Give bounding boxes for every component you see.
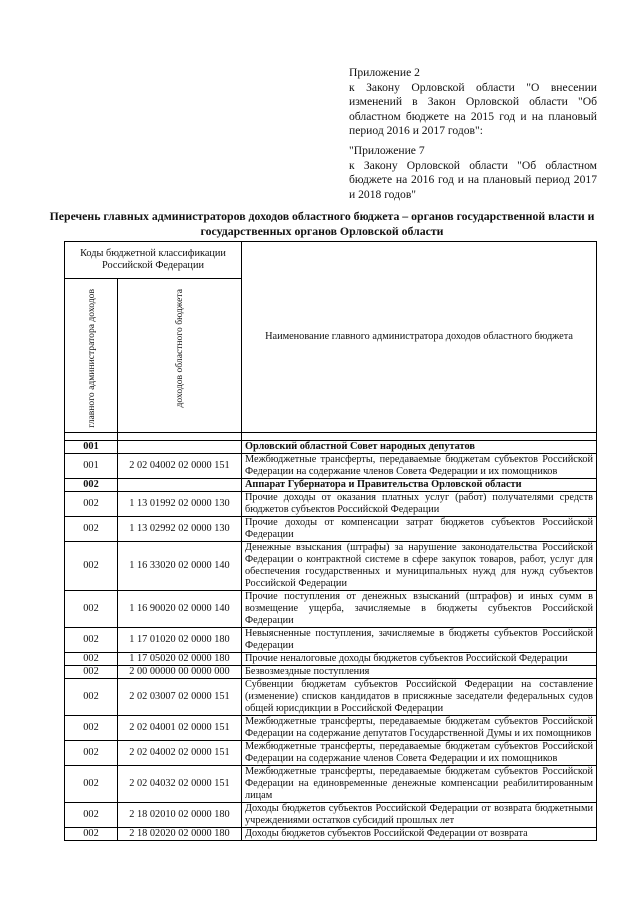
revenue-code-cell: 1 16 90020 02 0000 140 bbox=[118, 590, 242, 627]
appendix-2-text: к Закону Орловской области "О внесении изменений в Закон Орловской области "Об областном бюджете на 2015 год и на плановый период 2016 и 2017 годов": bbox=[349, 80, 597, 138]
admin-code-cell: 002 bbox=[65, 715, 118, 740]
table-row bbox=[65, 715, 597, 740]
table-row bbox=[65, 627, 597, 652]
table-header-row-1 bbox=[65, 242, 597, 279]
administrator-name-cell: Доходы бюджетов субъектов Российской Федерации от возврата бюджетными учреждениями остатков субсидий прошлых лет bbox=[242, 802, 597, 827]
administrator-name-cell: Прочие поступления от денежных взысканий (штрафов) и иных сумм в возмещение ущерба, зачисляемые в бюджеты субъектов Российской Федерации bbox=[242, 590, 597, 627]
admin-code-cell: 002 bbox=[65, 652, 118, 665]
appendix-7-text: к Закону Орловской области "Об областном бюджете на 2016 год и на плановый период 2017 и 2018 годов" bbox=[349, 158, 597, 201]
revenue-code-cell: 2 18 02020 02 0000 180 bbox=[118, 827, 242, 840]
table-spacer-row bbox=[65, 432, 597, 440]
appendix-7-title: "Приложение 7 bbox=[349, 144, 425, 157]
admin-code-cell: 002 bbox=[65, 765, 118, 802]
administrator-name-cell: Аппарат Губернатора и Правительства Орловской области bbox=[242, 478, 597, 491]
admin-code-cell: 002 bbox=[65, 516, 118, 541]
admin-code-cell: 002 bbox=[65, 627, 118, 652]
administrator-name-cell: Орловский областной Совет народных депутатов bbox=[242, 440, 597, 453]
administrator-name-cell: Межбюджетные трансферты, передаваемые бюджетам субъектов Российской Федерации на содержание депутатов Государственной Думы и их помощников bbox=[242, 715, 597, 740]
table-row bbox=[65, 765, 597, 802]
administrator-name-cell: Безвозмездные поступления bbox=[242, 665, 597, 678]
admin-code-cell: 002 bbox=[65, 590, 118, 627]
revenue-code-cell: 2 02 04001 02 0000 151 bbox=[118, 715, 242, 740]
table-row bbox=[65, 478, 597, 491]
table-row bbox=[65, 678, 597, 715]
admin-code-cell: 002 bbox=[65, 827, 118, 840]
revenue-code-cell: 1 16 33020 02 0000 140 bbox=[118, 541, 242, 590]
table-row bbox=[65, 652, 597, 665]
administrator-name-cell: Невыясненные поступления, зачисляемые в бюджеты субъектов Российской Федерации bbox=[242, 627, 597, 652]
revenue-code-cell: 2 02 04002 02 0000 151 bbox=[118, 453, 242, 478]
revenue-code-cell: 1 17 01020 02 0000 180 bbox=[118, 627, 242, 652]
revenue-code-cell: 2 02 04002 02 0000 151 bbox=[118, 740, 242, 765]
table-row bbox=[65, 827, 597, 840]
revenue-code-cell: 2 18 02010 02 0000 180 bbox=[118, 802, 242, 827]
appendix-2-title: Приложение 2 bbox=[349, 66, 420, 79]
admin-code-cell: 002 bbox=[65, 740, 118, 765]
admin-code-cell: 002 bbox=[65, 802, 118, 827]
revenue-code-cell bbox=[118, 478, 242, 491]
header-administrator-name: Наименование главного администратора доходов областного бюджета bbox=[242, 242, 597, 433]
table-row bbox=[65, 516, 597, 541]
revenue-code-cell: 2 02 04032 02 0000 151 bbox=[118, 765, 242, 802]
admin-code-cell: 002 bbox=[65, 478, 118, 491]
administrator-name-cell: Межбюджетные трансферты, передаваемые бюджетам субъектов Российской Федерации на единовременные денежные компенсации реабилитированным лицам bbox=[242, 765, 597, 802]
table-row bbox=[65, 453, 597, 478]
appendix-7-note bbox=[349, 144, 597, 202]
admin-code-cell: 002 bbox=[65, 541, 118, 590]
appendix-2-note bbox=[349, 66, 597, 139]
administrator-name-cell: Доходы бюджетов субъектов Российской Федерации от возврата bbox=[242, 827, 597, 840]
table-body bbox=[65, 440, 597, 840]
revenue-code-cell: 1 13 02992 02 0000 130 bbox=[118, 516, 242, 541]
table-row bbox=[65, 440, 597, 453]
admin-code-cell: 002 bbox=[65, 665, 118, 678]
administrator-name-cell: Субвенции бюджетам субъектов Российской Федерации на составление (изменение) списков кандидатов в присяжные заседатели федеральных судов общей юрисдикции в Российской Федерации bbox=[242, 678, 597, 715]
table-row bbox=[65, 665, 597, 678]
table-row bbox=[65, 802, 597, 827]
administrators-table bbox=[64, 241, 597, 841]
table-row bbox=[65, 590, 597, 627]
admin-code-cell: 002 bbox=[65, 678, 118, 715]
admin-code-cell: 002 bbox=[65, 491, 118, 516]
revenue-code-cell: 1 13 01992 02 0000 130 bbox=[118, 491, 242, 516]
header-admin-code: главного администратора доходов bbox=[65, 279, 118, 433]
revenue-code-cell bbox=[118, 440, 242, 453]
administrator-name-cell: Денежные взыскания (штрафы) за нарушение законодательства Российской Федерации о контрактной системе в сфере закупок товаров, работ, услуг для обеспечения государственных и муниципальных нужд для нужд субъектов Российской Федерации bbox=[242, 541, 597, 590]
revenue-code-cell: 2 00 00000 00 0000 000 bbox=[118, 665, 242, 678]
admin-code-cell: 001 bbox=[65, 440, 118, 453]
table-row bbox=[65, 491, 597, 516]
administrator-name-cell: Прочие доходы от оказания платных услуг (работ) получателями средств бюджетов субъектов Российской Федерации bbox=[242, 491, 597, 516]
table-row bbox=[65, 740, 597, 765]
header-budget-codes: Коды бюджетной классификации Российской Федерации bbox=[65, 242, 242, 279]
document-title: Перечень главных администраторов доходов областного бюджета – органов государственной власти и государственных органов Орловской области bbox=[49, 209, 595, 238]
revenue-code-cell: 1 17 05020 02 0000 180 bbox=[118, 652, 242, 665]
header-revenue-code: доходов областного бюджета bbox=[118, 279, 242, 433]
table-row bbox=[65, 541, 597, 590]
administrator-name-cell: Межбюджетные трансферты, передаваемые бюджетам субъектов Российской Федерации на содержание членов Совета Федерации и их помощников bbox=[242, 740, 597, 765]
revenue-code-cell: 2 02 03007 02 0000 151 bbox=[118, 678, 242, 715]
admin-code-cell: 001 bbox=[65, 453, 118, 478]
administrator-name-cell: Прочие неналоговые доходы бюджетов субъектов Российской Федерации bbox=[242, 652, 597, 665]
administrator-name-cell: Межбюджетные трансферты, передаваемые бюджетам субъектов Российской Федерации на содержание членов Совета Федерации и их помощников bbox=[242, 453, 597, 478]
administrator-name-cell: Прочие доходы от компенсации затрат бюджетов субъектов Российской Федерации bbox=[242, 516, 597, 541]
